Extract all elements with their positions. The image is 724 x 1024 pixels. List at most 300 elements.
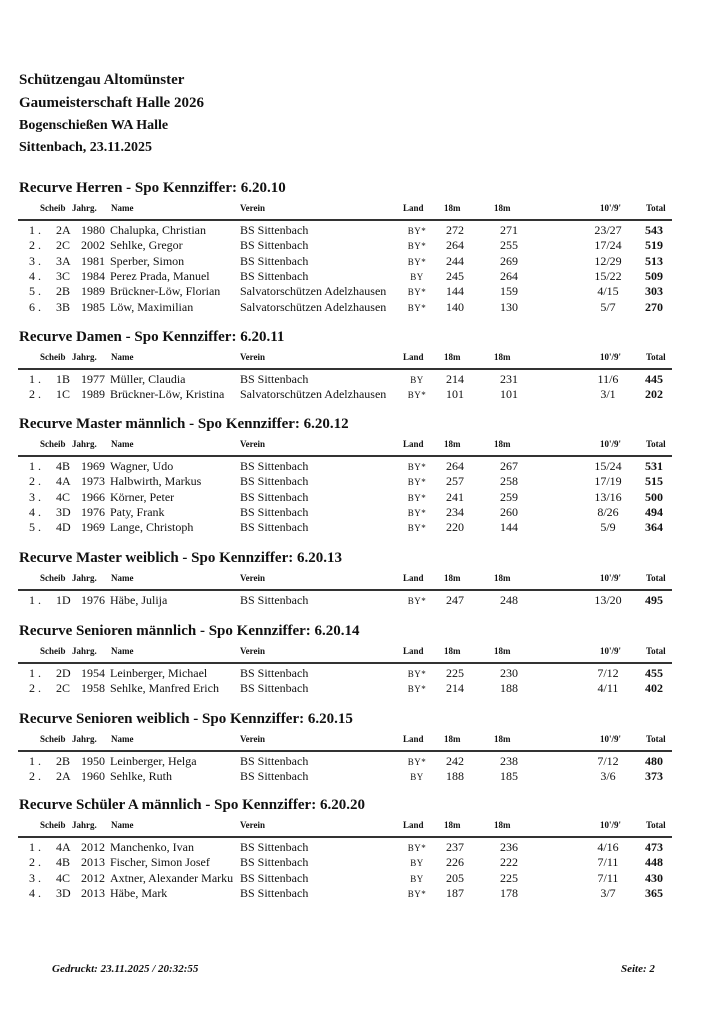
column-header-tn: 10'/9' <box>600 203 622 213</box>
cell-land: BY <box>410 375 424 385</box>
cell-verein: BS Sittenbach <box>240 223 309 237</box>
column-header-d2: 18m <box>494 203 511 213</box>
cell-tn: 4/15 <box>597 284 619 299</box>
column-header-scheib: Scheib <box>40 203 66 213</box>
cell-d1: 257 <box>446 474 464 489</box>
cell-d2: 269 <box>500 253 518 268</box>
cell-total: 270 <box>645 299 663 314</box>
cell-d2: 248 <box>500 593 518 607</box>
column-header-tn: 10'/9' <box>600 734 622 744</box>
cell-verein: BS Sittenbach <box>240 769 309 784</box>
cell-jahrg: 1976 <box>81 504 105 519</box>
column-header-verein: Verein <box>240 646 266 656</box>
cell-scheib: 3B <box>56 299 71 314</box>
cell-total: 445 <box>645 372 663 386</box>
cell-rank: 1 . <box>29 223 41 237</box>
cell-rank: 1 . <box>29 593 41 607</box>
column-header-jahrg: Jahrg. <box>72 352 97 362</box>
cell-verein: BS Sittenbach <box>240 372 309 386</box>
cell-d1: 225 <box>446 666 464 680</box>
cell-d2: 101 <box>500 387 518 402</box>
cell-jahrg: 2002 <box>81 238 105 253</box>
table-row <box>0 681 724 696</box>
cell-land: BY* <box>407 888 427 899</box>
cell-land: BY <box>410 271 424 282</box>
cell-d1: 242 <box>446 754 464 768</box>
cell-rank: 2 . <box>29 769 41 784</box>
column-header-total: Total <box>646 203 666 213</box>
cell-d2: 159 <box>500 284 518 299</box>
cell-land: BY* <box>407 302 427 313</box>
cell-name: Sperber, Simon <box>110 253 185 268</box>
cell-verein: BS Sittenbach <box>240 268 309 283</box>
cell-name: Wagner, Udo <box>110 459 174 473</box>
table-row <box>0 855 724 870</box>
cell-d1: 264 <box>446 238 464 253</box>
column-header-d2: 18m <box>494 352 511 362</box>
cell-name: Perez Prada, Manuel <box>110 268 210 283</box>
cell-total: 513 <box>645 253 663 268</box>
cell-jahrg: 1969 <box>81 459 105 473</box>
cell-d2: 255 <box>500 238 518 253</box>
cell-rank: 4 . <box>29 885 41 900</box>
column-header-total: Total <box>646 352 666 362</box>
cell-name: Häbe, Mark <box>110 885 168 900</box>
section-title: Recurve Damen - Spo Kennziffer: 6.20.11 <box>19 329 285 345</box>
location-date: Sittenbach, 23.11.2025 <box>19 140 153 155</box>
table-row <box>0 223 724 238</box>
cell-d2: 238 <box>500 754 518 768</box>
cell-land: BY <box>410 873 424 884</box>
cell-d1: 140 <box>446 299 464 314</box>
cell-name: Lange, Christoph <box>110 520 194 535</box>
cell-land: BY* <box>407 287 427 298</box>
cell-jahrg: 1984 <box>81 268 105 283</box>
column-header-name: Name <box>111 439 134 449</box>
column-header-land: Land <box>403 820 424 830</box>
cell-d1: 247 <box>446 593 464 607</box>
column-header-tn: 10'/9' <box>600 352 622 362</box>
cell-scheib: 4A <box>56 474 71 489</box>
printed-timestamp: Gedruckt: 23.11.2025 / 20:32:55 <box>52 963 199 975</box>
cell-rank: 2 . <box>29 238 41 253</box>
cell-name: Sehlke, Gregor <box>110 238 183 253</box>
cell-scheib: 4C <box>56 489 71 504</box>
cell-jahrg: 1950 <box>81 754 105 768</box>
cell-scheib: 2D <box>56 666 71 680</box>
cell-total: 448 <box>645 855 663 870</box>
cell-d2: 188 <box>500 681 518 696</box>
column-header-d2: 18m <box>494 439 511 449</box>
cell-name: Müller, Claudia <box>110 372 186 386</box>
cell-total: 202 <box>645 387 663 402</box>
column-header-d1: 18m <box>444 734 461 744</box>
cell-total: 402 <box>645 681 663 696</box>
cell-total: 494 <box>645 504 663 519</box>
cell-d1: 226 <box>446 855 464 870</box>
cell-total: 500 <box>645 489 663 504</box>
cell-scheib: 2A <box>56 223 71 237</box>
cell-rank: 5 . <box>29 284 41 299</box>
column-header-d2: 18m <box>494 646 511 656</box>
cell-d2: 230 <box>500 666 518 680</box>
cell-tn: 3/1 <box>600 387 616 402</box>
cell-name: Sehlke, Manfred Erich <box>110 681 219 696</box>
column-header-land: Land <box>403 573 424 583</box>
cell-land: BY* <box>407 390 427 401</box>
cell-land: BY* <box>407 492 427 503</box>
column-header-d1: 18m <box>444 573 461 583</box>
cell-rank: 1 . <box>29 840 41 854</box>
table-row <box>0 300 724 315</box>
cell-total: 543 <box>645 223 663 237</box>
section-title: Recurve Senioren weiblich - Spo Kennziffer: 6.20.15 <box>19 711 353 727</box>
column-header-d2: 18m <box>494 820 511 830</box>
cell-d1: 234 <box>446 504 464 519</box>
cell-scheib: 3D <box>56 504 71 519</box>
table-row <box>0 886 724 901</box>
cell-land: BY* <box>407 507 427 518</box>
cell-d1: 144 <box>446 284 464 299</box>
column-header-scheib: Scheib <box>40 573 66 583</box>
table-row <box>0 505 724 520</box>
header-divider <box>18 455 672 457</box>
header-divider <box>18 368 672 370</box>
cell-verein: BS Sittenbach <box>240 855 309 870</box>
column-header-d1: 18m <box>444 646 461 656</box>
cell-tn: 13/20 <box>594 593 622 607</box>
cell-name: Manchenko, Ivan <box>110 840 194 854</box>
cell-d1: 214 <box>446 372 464 386</box>
cell-scheib: 1D <box>56 593 71 607</box>
cell-rank: 3 . <box>29 870 41 885</box>
cell-verein: BS Sittenbach <box>240 754 309 768</box>
table-row <box>0 840 724 855</box>
cell-rank: 1 . <box>29 372 41 386</box>
header-divider <box>18 662 672 664</box>
cell-tn: 7/11 <box>597 870 619 885</box>
cell-scheib: 1C <box>56 387 71 402</box>
cell-rank: 5 . <box>29 520 41 535</box>
cell-d2: 260 <box>500 504 518 519</box>
cell-tn: 17/19 <box>594 474 622 489</box>
cell-jahrg: 1960 <box>81 769 105 784</box>
cell-scheib: 4D <box>56 520 71 535</box>
cell-tn: 17/24 <box>594 238 622 253</box>
cell-land: BY* <box>407 477 427 488</box>
cell-rank: 3 . <box>29 489 41 504</box>
cell-d1: 205 <box>446 870 464 885</box>
table-row <box>0 387 724 402</box>
column-header-land: Land <box>403 203 424 213</box>
cell-total: 531 <box>645 459 663 473</box>
cell-scheib: 1B <box>56 372 71 386</box>
column-header-scheib: Scheib <box>40 820 66 830</box>
column-header-jahrg: Jahrg. <box>72 573 97 583</box>
cell-total: 364 <box>645 520 663 535</box>
table-row <box>0 754 724 769</box>
championship-title: Gaumeisterschaft Halle 2026 <box>19 95 204 111</box>
table-row <box>0 284 724 299</box>
cell-total: 303 <box>645 284 663 299</box>
column-header-total: Total <box>646 439 666 449</box>
cell-total: 430 <box>645 870 663 885</box>
table-row <box>0 871 724 886</box>
cell-total: 373 <box>645 769 663 784</box>
cell-d2: 231 <box>500 372 518 386</box>
table-row <box>0 520 724 535</box>
column-header-tn: 10'/9' <box>600 573 622 583</box>
cell-land: BY* <box>407 843 427 853</box>
column-header-verein: Verein <box>240 734 266 744</box>
cell-tn: 11/6 <box>597 372 619 386</box>
column-header-verein: Verein <box>240 352 266 362</box>
cell-land: BY* <box>407 596 427 606</box>
cell-d1: 188 <box>446 769 464 784</box>
cell-name: Brückner-Löw, Kristina <box>110 387 225 402</box>
cell-land: BY* <box>407 684 427 695</box>
cell-d1: 101 <box>446 387 464 402</box>
cell-d1: 264 <box>446 459 464 473</box>
cell-verein: BS Sittenbach <box>240 870 309 885</box>
column-header-tn: 10'/9' <box>600 439 622 449</box>
cell-scheib: 2A <box>56 769 71 784</box>
cell-land: BY* <box>407 256 427 267</box>
cell-verein: Salvatorschützen Adelzhausen <box>240 299 387 314</box>
cell-land: BY* <box>407 757 427 767</box>
cell-name: Leinberger, Michael <box>110 666 208 680</box>
cell-d2: 225 <box>500 870 518 885</box>
cell-jahrg: 1969 <box>81 520 105 535</box>
cell-land: BY* <box>407 241 427 252</box>
cell-rank: 2 . <box>29 387 41 402</box>
cell-d1: 241 <box>446 489 464 504</box>
cell-scheib: 4C <box>56 870 71 885</box>
column-header-tn: 10'/9' <box>600 646 622 656</box>
table-row <box>0 459 724 474</box>
column-header-scheib: Scheib <box>40 734 66 744</box>
cell-jahrg: 1989 <box>81 387 105 402</box>
page-number: Seite: 2 <box>621 963 655 975</box>
column-header-verein: Verein <box>240 820 266 830</box>
cell-name: Axtner, Alexander Marku <box>110 870 234 885</box>
cell-d1: 272 <box>446 223 464 237</box>
cell-scheib: 3C <box>56 268 71 283</box>
cell-d2: 144 <box>500 520 518 535</box>
cell-tn: 23/27 <box>594 223 622 237</box>
cell-land: BY* <box>407 226 427 236</box>
section-title: Recurve Master männlich - Spo Kennziffer: 6.20.12 <box>19 416 349 432</box>
column-header-total: Total <box>646 646 666 656</box>
section-title: Recurve Senioren männlich - Spo Kennziffer: 6.20.14 <box>19 623 360 639</box>
table-row <box>0 474 724 489</box>
cell-jahrg: 2012 <box>81 840 105 854</box>
cell-name: Leinberger, Helga <box>110 754 197 768</box>
cell-jahrg: 1976 <box>81 593 105 607</box>
cell-name: Körner, Peter <box>110 489 175 504</box>
cell-jahrg: 1989 <box>81 284 105 299</box>
cell-verein: BS Sittenbach <box>240 238 309 253</box>
cell-total: 509 <box>645 268 663 283</box>
column-header-d2: 18m <box>494 734 511 744</box>
table-row <box>0 490 724 505</box>
column-header-name: Name <box>111 820 134 830</box>
column-header-scheib: Scheib <box>40 646 66 656</box>
header-divider <box>18 750 672 752</box>
cell-name: Halbwirth, Markus <box>110 474 202 489</box>
cell-tn: 5/9 <box>600 520 616 535</box>
column-header-name: Name <box>111 203 134 213</box>
column-header-jahrg: Jahrg. <box>72 820 97 830</box>
cell-d1: 220 <box>446 520 464 535</box>
cell-verein: Salvatorschützen Adelzhausen <box>240 284 387 299</box>
cell-name: Häbe, Julija <box>110 593 168 607</box>
cell-total: 495 <box>645 593 663 607</box>
cell-rank: 2 . <box>29 474 41 489</box>
cell-tn: 4/16 <box>597 840 619 854</box>
cell-name: Chalupka, Christian <box>110 223 206 237</box>
column-header-d1: 18m <box>444 352 461 362</box>
cell-scheib: 4A <box>56 840 71 854</box>
cell-jahrg: 1981 <box>81 253 105 268</box>
column-header-name: Name <box>111 734 134 744</box>
cell-tn: 7/11 <box>597 855 619 870</box>
cell-verein: BS Sittenbach <box>240 666 309 680</box>
cell-verein: BS Sittenbach <box>240 520 309 535</box>
cell-d2: 185 <box>500 769 518 784</box>
cell-verein: BS Sittenbach <box>240 459 309 473</box>
cell-rank: 6 . <box>29 299 41 314</box>
cell-tn: 13/16 <box>594 489 622 504</box>
column-header-verein: Verein <box>240 573 266 583</box>
cell-d2: 264 <box>500 268 518 283</box>
cell-d2: 178 <box>500 885 518 900</box>
cell-d2: 236 <box>500 840 518 854</box>
cell-rank: 1 . <box>29 459 41 473</box>
cell-d1: 245 <box>446 268 464 283</box>
table-row <box>0 593 724 608</box>
cell-d1: 187 <box>446 885 464 900</box>
column-header-total: Total <box>646 820 666 830</box>
cell-name: Brückner-Löw, Florian <box>110 284 221 299</box>
cell-name: Paty, Frank <box>110 504 165 519</box>
cell-jahrg: 1985 <box>81 299 105 314</box>
cell-name: Fischer, Simon Josef <box>110 855 210 870</box>
cell-rank: 2 . <box>29 681 41 696</box>
cell-jahrg: 1966 <box>81 489 105 504</box>
cell-verein: BS Sittenbach <box>240 489 309 504</box>
section-title: Recurve Schüler A männlich - Spo Kennziffer: 6.20.20 <box>19 797 365 813</box>
table-row <box>0 254 724 269</box>
cell-rank: 4 . <box>29 268 41 283</box>
cell-scheib: 4B <box>56 459 71 473</box>
cell-d2: 222 <box>500 855 518 870</box>
column-header-land: Land <box>403 352 424 362</box>
cell-jahrg: 2012 <box>81 870 105 885</box>
column-header-land: Land <box>403 734 424 744</box>
cell-rank: 1 . <box>29 754 41 768</box>
cell-rank: 1 . <box>29 666 41 680</box>
column-header-d2: 18m <box>494 573 511 583</box>
cell-jahrg: 1954 <box>81 666 105 680</box>
cell-verein: BS Sittenbach <box>240 681 309 696</box>
column-header-name: Name <box>111 646 134 656</box>
column-header-scheib: Scheib <box>40 439 66 449</box>
column-header-jahrg: Jahrg. <box>72 439 97 449</box>
column-header-total: Total <box>646 573 666 583</box>
table-row <box>0 269 724 284</box>
cell-verein: BS Sittenbach <box>240 840 309 854</box>
column-header-jahrg: Jahrg. <box>72 734 97 744</box>
cell-d1: 244 <box>446 253 464 268</box>
cell-scheib: 3D <box>56 885 71 900</box>
cell-jahrg: 1958 <box>81 681 105 696</box>
column-header-jahrg: Jahrg. <box>72 646 97 656</box>
cell-d1: 237 <box>446 840 464 854</box>
cell-d2: 258 <box>500 474 518 489</box>
column-header-d1: 18m <box>444 439 461 449</box>
cell-rank: 3 . <box>29 253 41 268</box>
cell-tn: 8/26 <box>597 504 619 519</box>
cell-verein: Salvatorschützen Adelzhausen <box>240 387 387 402</box>
organization-title: Schützengau Altomünster <box>19 72 185 88</box>
cell-tn: 4/11 <box>597 681 619 696</box>
cell-verein: BS Sittenbach <box>240 253 309 268</box>
cell-land: BY* <box>407 462 427 472</box>
cell-scheib: 4B <box>56 855 71 870</box>
cell-tn: 7/12 <box>597 754 619 768</box>
column-header-land: Land <box>403 646 424 656</box>
cell-verein: BS Sittenbach <box>240 593 309 607</box>
column-header-verein: Verein <box>240 203 266 213</box>
cell-name: Sehlke, Ruth <box>110 769 172 784</box>
cell-jahrg: 1973 <box>81 474 105 489</box>
cell-total: 515 <box>645 474 663 489</box>
cell-verein: BS Sittenbach <box>240 504 309 519</box>
cell-land: BY <box>410 772 424 783</box>
column-header-land: Land <box>403 439 424 449</box>
cell-name: Löw, Maximilian <box>110 299 194 314</box>
cell-jahrg: 1977 <box>81 372 105 386</box>
table-row <box>0 769 724 784</box>
table-row <box>0 666 724 681</box>
cell-jahrg: 1980 <box>81 223 105 237</box>
cell-d2: 130 <box>500 299 518 314</box>
header-divider <box>18 589 672 591</box>
cell-rank: 2 . <box>29 855 41 870</box>
cell-scheib: 2B <box>56 754 71 768</box>
column-header-name: Name <box>111 352 134 362</box>
cell-tn: 15/22 <box>594 268 622 283</box>
cell-d1: 214 <box>446 681 464 696</box>
cell-verein: BS Sittenbach <box>240 474 309 489</box>
cell-total: 455 <box>645 666 663 680</box>
cell-scheib: 2B <box>56 284 71 299</box>
section-title: Recurve Master weiblich - Spo Kennziffer: 6.20.13 <box>19 550 342 566</box>
table-row <box>0 238 724 253</box>
header-divider <box>18 836 672 838</box>
cell-rank: 4 . <box>29 504 41 519</box>
cell-total: 480 <box>645 754 663 768</box>
column-header-d1: 18m <box>444 203 461 213</box>
cell-scheib: 2C <box>56 238 71 253</box>
cell-tn: 3/7 <box>600 885 616 900</box>
cell-tn: 15/24 <box>594 459 622 473</box>
cell-jahrg: 2013 <box>81 885 105 900</box>
column-header-jahrg: Jahrg. <box>72 203 97 213</box>
cell-d2: 267 <box>500 459 518 473</box>
cell-total: 365 <box>645 885 663 900</box>
